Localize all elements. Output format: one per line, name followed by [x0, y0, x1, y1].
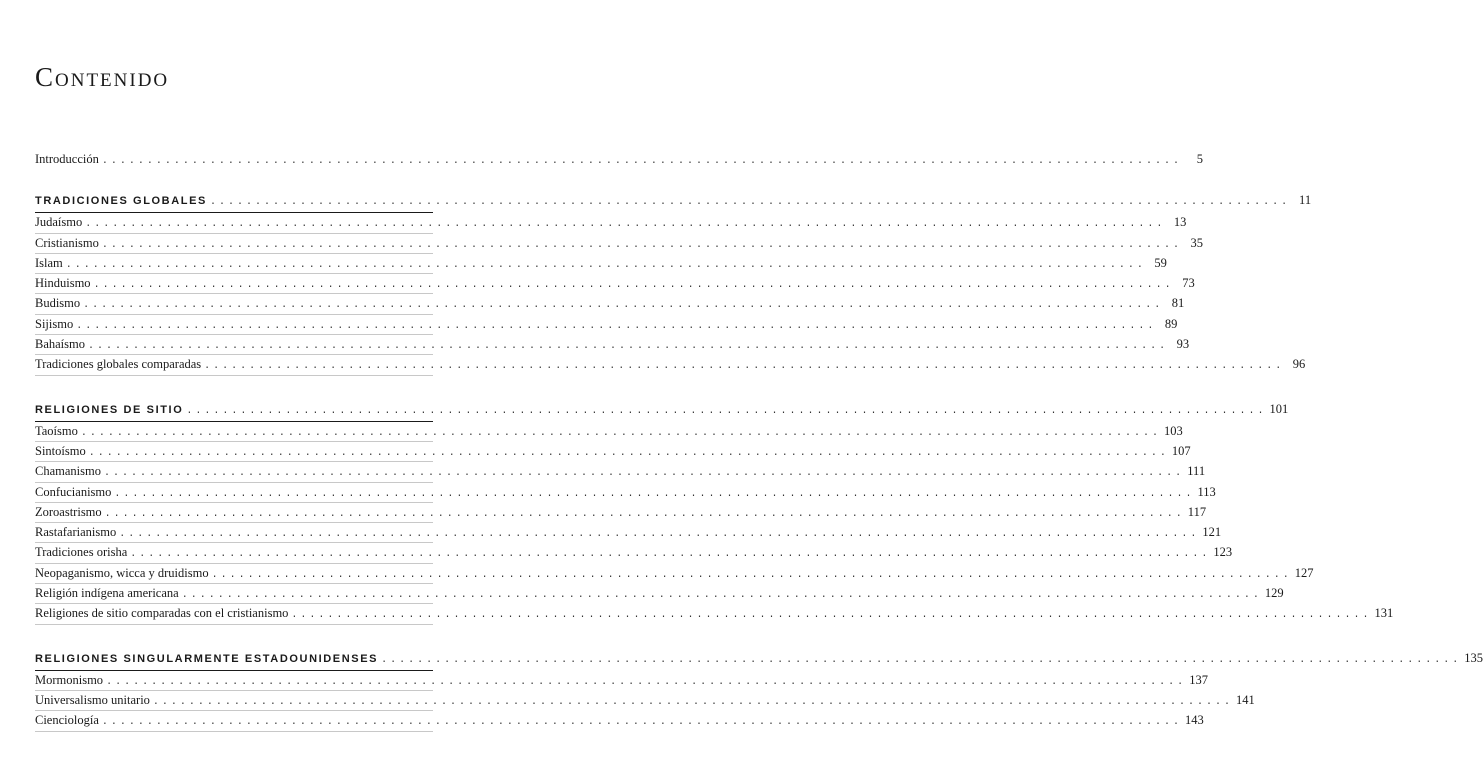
toc-entry	[35, 422, 1183, 442]
toc-entry-label: Sintoísmo	[35, 443, 86, 458]
toc-entry-label: Rastafarianismo	[35, 525, 117, 540]
toc-entry-page: 89	[1164, 316, 1178, 331]
dot-leader: ........................................................................................................................	[181, 590, 1262, 602]
section-heading: RELIGIONES DE SITIO	[35, 403, 184, 416]
toc-entry-label: Chamanismo	[35, 464, 101, 479]
toc-entry-label: Sijismo	[35, 316, 74, 331]
toc-entry-page: 103	[1164, 423, 1183, 438]
toc-entry	[35, 584, 1284, 604]
toc-entry-label: Bahaísmo	[35, 337, 85, 352]
toc-sections	[35, 191, 1483, 731]
toc-entry-label: Islam	[35, 255, 63, 270]
toc-entry-page: 107	[1171, 443, 1191, 458]
toc-entry-page: 93	[1176, 337, 1190, 352]
toc-entry-page: 35	[1190, 235, 1204, 250]
toc-entry	[35, 442, 1191, 462]
toc-entry-label: Judaísmo	[35, 215, 83, 230]
toc-entry	[35, 503, 1207, 523]
section-heading: RELIGIONES SINGULARMENTE ESTADOUNIDENSES	[35, 652, 379, 665]
toc-entry	[35, 234, 1204, 254]
dot-leader: ........................................................................................................................	[88, 341, 1169, 353]
section-heading: TRADICIONES GLOBALES	[35, 195, 207, 208]
toc-entry-page: 111	[1187, 464, 1206, 479]
toc-entry	[35, 691, 1255, 711]
dot-leader: ........................................................................................................................	[101, 717, 1182, 729]
toc-entry-label: Religión indígena americana	[35, 586, 179, 601]
dot-leader: ........................................................................................................................	[119, 529, 1200, 541]
dot-leader: ........................................................................................................................	[106, 676, 1187, 688]
section-page: 11	[1299, 193, 1312, 208]
dot-leader: ........................................................................................................................	[381, 654, 1462, 666]
toc-entry-page: 127	[1294, 565, 1314, 580]
dot-leader: ........................................................................................................................	[104, 508, 1185, 520]
table-of-contents	[35, 150, 1483, 732]
dot-leader: ........................................................................................................................	[83, 300, 1164, 312]
dot-leader: ........................................................................................................................	[88, 447, 1169, 459]
toc-entry-page: 59	[1154, 255, 1167, 270]
toc-entry-label: Confucianismo	[35, 484, 112, 499]
toc-entry-page: 117	[1187, 504, 1207, 519]
toc-entry-page: 141	[1236, 692, 1255, 707]
dot-leader: ........................................................................................................................	[152, 696, 1234, 708]
toc-entry-page: 123	[1213, 545, 1233, 560]
page-title: Contenido	[35, 62, 170, 92]
toc-entry-label: Hinduismo	[35, 276, 91, 291]
toc-entry-page: 5	[1196, 152, 1203, 166]
toc-entry	[35, 315, 1178, 335]
toc-entry-page: 113	[1197, 484, 1216, 499]
toc-entry-label: Zoroastrismo	[35, 504, 102, 519]
toc-entry-page: 96	[1292, 357, 1306, 372]
toc-entry-label: Universalismo unitario	[35, 692, 150, 707]
toc-entry	[35, 604, 1394, 624]
toc-entry	[35, 294, 1185, 314]
toc-entry	[35, 564, 1314, 584]
toc-entry-label: Tradiciones orisha	[35, 545, 128, 560]
dot-leader: ........................................................................................................................	[204, 361, 1285, 373]
toc-entry-label: Mormonismo	[35, 672, 104, 687]
section-heading-row	[35, 649, 1483, 671]
toc-entry	[35, 274, 1195, 294]
dot-leader: ........................................................................................................................	[85, 219, 1166, 231]
dot-leader: ........................................................................................................................	[103, 468, 1185, 480]
dot-leader: ........................................................................................................................	[101, 239, 1183, 251]
toc-entry	[35, 543, 1233, 563]
section-page: 135	[1464, 650, 1483, 665]
toc-entry-page: 73	[1182, 276, 1195, 291]
toc-entry-label: Taoísmo	[35, 423, 78, 438]
toc-entry-page: 137	[1189, 672, 1208, 687]
toc-entry-page: 121	[1202, 525, 1222, 540]
dot-leader: ........................................................................................................................	[80, 427, 1161, 439]
toc-entry	[35, 213, 1187, 233]
toc-entry	[35, 355, 1306, 375]
dot-leader: ........................................................................................................................	[93, 280, 1174, 292]
toc-entry	[35, 254, 1167, 274]
toc-entry-label: Cristianismo	[35, 235, 99, 250]
toc-entry	[35, 671, 1208, 691]
toc-entry-label: Introducción	[35, 152, 99, 166]
dot-leader: ........................................................................................................................	[186, 405, 1267, 417]
toc-entry-label: Cienciología	[35, 713, 99, 728]
toc-entry-label: Tradiciones globales comparadas	[35, 357, 202, 372]
toc-entry-label: Budismo	[35, 296, 81, 311]
toc-entry	[35, 483, 1216, 503]
toc-entry-label: Neopaganismo, wicca y druidismo	[35, 565, 209, 580]
dot-leader: ........................................................................................................................	[291, 610, 1372, 622]
dot-leader: ........................................................................................................................	[114, 488, 1195, 500]
section-heading-row	[35, 191, 1312, 213]
dot-leader: ........................................................................................................................	[211, 569, 1292, 581]
toc-entry-page: 129	[1264, 586, 1284, 601]
toc-entry	[35, 335, 1190, 355]
toc-entry-page: 81	[1171, 296, 1185, 311]
toc-entry	[35, 523, 1222, 543]
toc-entry	[35, 711, 1204, 731]
toc-entry-intro	[35, 150, 1203, 169]
toc-entry-page: 143	[1185, 713, 1204, 728]
toc-entry-page: 13	[1173, 215, 1187, 230]
dot-leader: ........................................................................................................................	[209, 197, 1291, 209]
toc-entry	[35, 462, 1206, 482]
dot-leader: ........................................................................................................................	[65, 259, 1146, 271]
toc-entry-page: 131	[1374, 606, 1394, 621]
section-page: 101	[1269, 401, 1289, 416]
section-heading-row	[35, 400, 1289, 422]
toc-entry-label: Religiones de sitio comparadas con el cristianismo	[35, 606, 289, 621]
dot-leader: ........................................................................................................................	[130, 549, 1211, 561]
dot-leader: ........................................................................................................................	[76, 320, 1157, 332]
dot-leader: ........................................................................................................................	[101, 156, 1182, 167]
